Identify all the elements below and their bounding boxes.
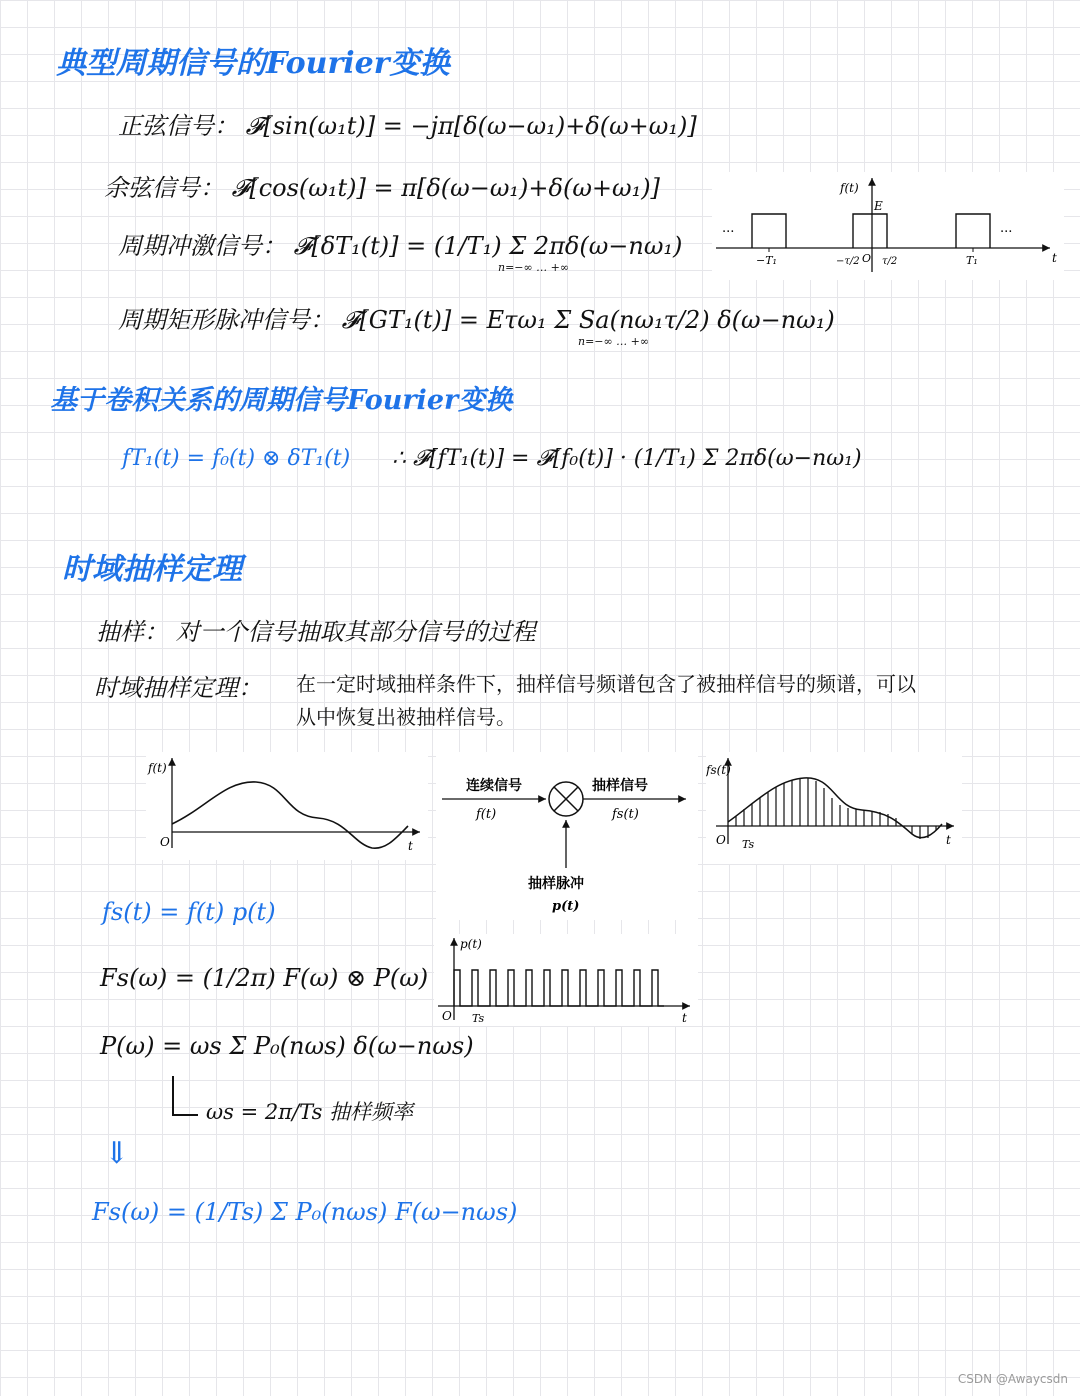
- fig-rect-amp: E: [874, 199, 883, 213]
- rect-label: 周期矩形脉冲信号：: [118, 306, 334, 334]
- watermark: CSDN @Awaycsdn: [957, 1372, 1068, 1386]
- bracket-arrow-icon: [172, 1076, 198, 1116]
- fig-fs-origin: O: [716, 833, 726, 847]
- sine-formula: 𝓕[sin(ω₁t)] = −jπ[δ(ω−ω₁)+δ(ω+ω₁)]: [245, 112, 697, 140]
- impulse-label: 周期冲激信号：: [118, 232, 286, 260]
- fig-pt-xlabel: t: [682, 1011, 687, 1025]
- pulse-train-waveform: [454, 970, 664, 1006]
- eq-ws: ωs = 2π/Ts 抽样频率: [206, 1100, 414, 1124]
- impulse-row: [118, 226, 682, 274]
- impulse-formula: 𝓕[δT₁(t)] = (1/T₁) Σ 2πδ(ω−nω₁): [293, 232, 683, 260]
- eq-fs-t: fs(t) = f(t) p(t): [102, 898, 276, 926]
- fig-rect-tick-1: −τ/2: [836, 256, 860, 267]
- block-in-sym: f(t): [476, 807, 497, 822]
- impulse-sum-limits: n=−∞ … +∞: [498, 261, 570, 274]
- pulse-right: [956, 214, 990, 248]
- figure-sampled-signal: [706, 752, 962, 864]
- fig-pt-ts: Ts: [472, 1012, 485, 1025]
- section-title-fourier-periodic: 典型周期信号的Fourier变换: [56, 46, 450, 81]
- block-out-sym: fs(t): [612, 807, 639, 822]
- down-arrow-icon: ⇓: [104, 1136, 130, 1171]
- cosine-row: [104, 168, 660, 203]
- fig-fs-ts: Ts: [742, 838, 755, 851]
- fig-rect-tick-0: −T₁: [756, 254, 777, 267]
- sine-row: [118, 106, 697, 141]
- fig-rect-ylabel: f(t): [840, 181, 859, 195]
- pulse-left: [752, 214, 786, 248]
- continuous-waveform: [172, 782, 408, 848]
- multiplier-icon: [549, 782, 583, 816]
- rect-formula: 𝓕[GT₁(t)] = Eτω₁ Σ Sa(nω₁τ/2) δ(ω−nω₁): [341, 306, 835, 334]
- block-in-label: 连续信号: [466, 778, 522, 794]
- sampling-def-label: 抽样：: [96, 618, 168, 646]
- fig-ft-xlabel: t: [408, 839, 413, 853]
- figure-sampling-pulse-train: [434, 934, 698, 1026]
- eq-Fs-w: Fs(ω) = (1/2π) F(ω) ⊗ P(ω): [100, 964, 429, 992]
- cosine-label: 余弦信号：: [104, 174, 224, 202]
- sampling-theorem-label: 时域抽样定理：: [94, 674, 262, 702]
- fig-rect-tick-2: O: [862, 252, 872, 265]
- fig-ft-origin: O: [160, 835, 170, 849]
- conv-right-formula: ∴ 𝓕[fT₁(t)] = 𝓕[f₀(t)] · (1/T₁) Σ 2πδ(ω−nω₁): [392, 446, 862, 471]
- block-out-label: 抽样信号: [592, 778, 648, 794]
- rect-sum-limits: n=−∞ … +∞: [578, 335, 650, 348]
- fig-pt-origin: O: [442, 1009, 452, 1023]
- section-title-conv-fourier: 基于卷积关系的周期信号Fourier变换: [50, 385, 513, 416]
- fig-rect-xlabel: t: [1052, 251, 1057, 265]
- fig-ft-ylabel: f(t): [148, 761, 167, 775]
- fig-rect-tick-4: T₁: [966, 254, 978, 267]
- sampling-def-text: 对一个信号抽取其部分信号的过程: [175, 618, 536, 646]
- figure-periodic-rect-pulse: [712, 172, 1064, 280]
- sampling-def-row: [96, 612, 536, 647]
- sampling-theorem-line-2: 从中恢复出被抽样信号。: [296, 705, 516, 729]
- rect-row: [118, 300, 835, 348]
- block-pulse-label: 抽样脉冲: [528, 876, 584, 892]
- fig-fs-ylabel: fs(t): [706, 763, 731, 777]
- fig-rect-dots-left: ...: [722, 221, 735, 236]
- fig-rect-tick-3: τ/2: [882, 256, 898, 267]
- figure-continuous-signal: [146, 752, 428, 860]
- eq-P-w: P(ω) = ωs Σ P₀(nωs) δ(ω−nωs): [100, 1032, 474, 1060]
- sampling-theorem-line-1: 在一定时域抽样条件下，抽样信号频谱包含了被抽样信号的频谱，可以: [296, 672, 916, 696]
- fig-pt-ylabel: p(t): [460, 937, 482, 951]
- cosine-formula: 𝓕[cos(ω₁t)] = π[δ(ω−ω₁)+δ(ω+ω₁)]: [231, 174, 660, 202]
- fig-fs-xlabel: t: [946, 833, 951, 847]
- sine-label: 正弦信号：: [118, 112, 238, 140]
- pulse-center: [853, 214, 887, 248]
- fig-rect-dots-right: ...: [1000, 221, 1013, 236]
- conv-left-formula: fT₁(t) = f₀(t) ⊗ δT₁(t): [122, 446, 351, 471]
- figure-sampling-block-diagram: [436, 752, 698, 920]
- section-title-sampling: 时域抽样定理: [62, 552, 242, 587]
- eq-Fs-final: Fs(ω) = (1/Ts) Σ P₀(nωs) F(ω−nωs): [92, 1198, 518, 1226]
- sampling-theorem-text: [296, 668, 1036, 734]
- block-pulse-sym: p(t): [552, 899, 580, 914]
